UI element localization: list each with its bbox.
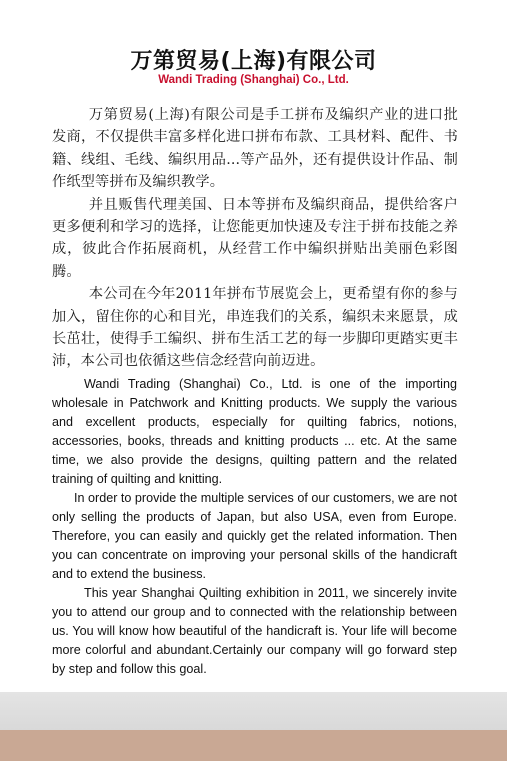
- english-intro: [52, 375, 457, 679]
- footer-band-tan: [0, 730, 507, 761]
- en-paragraph-1: Wandi Trading (Shanghai) Co., Ltd. is one of the importing wholesale in Patchwork and Knitting products. We supply the various and excellent products, especially for quilting fabrics, notions, accessories, books, threads and knitting products ... etc. At the same time, we also provide the designs, quilting pattern and the related training of quilting and knitting.: [52, 377, 457, 486]
- cn-paragraph-1: 万第贸易(上海)有限公司是手工拼布及编织产业的进口批发商，不仅提供丰富多样化进口拼布布款、工具材料、配件、书籍、线组、毛线、编织用品...等产品外，还有提供设计作品、制作纸型等拼布及编织教学。: [52, 107, 458, 191]
- page-title: 万第贸易(上海)有限公司: [130, 49, 377, 74]
- en-paragraph-2: In order to provide the multiple services of our customers, we are not only selling the products of Japan, but also USA, even from Europe. Therefore, you can easily and quickly get the related information. Then you can concentrate on improving your personal skills of the handicraft and to extend the business.: [52, 491, 457, 581]
- chinese-intro: [52, 104, 458, 373]
- page-subtitle: Wandi Trading (Shanghai) Co., Ltd.: [158, 74, 349, 86]
- en-paragraph-3: This year Shanghai Quilting exhibition in 2011, we sincerely invite you to attend our group and to connected with the relationship between us. You will know how beautiful of the handicraft is. Your life will become more colorful and abundant.Certainly our company will go forward step by step and follow this goal.: [52, 586, 457, 676]
- cn-paragraph-3: 本公司在今年2011年拼布节展览会上，更希望有你的参与加入，留住你的心和目光，串连我们的关系，编织未来愿景，成长茁壮，使得手工编织、拼布生活工艺的每一步脚印更踏实更丰沛，本公司也依循这些信念经营向前迈进。: [52, 286, 458, 370]
- cn-paragraph-2: 并且贩售代理美国、日本等拼布及编织商品，提供给客户更多便利和学习的选择，让您能更加快速及专注于拼布技能之养成，彼此合作拓展商机，从经营工作中编织拼贴出美丽色彩图腾。: [52, 196, 458, 280]
- footer-band-gray: [0, 692, 507, 730]
